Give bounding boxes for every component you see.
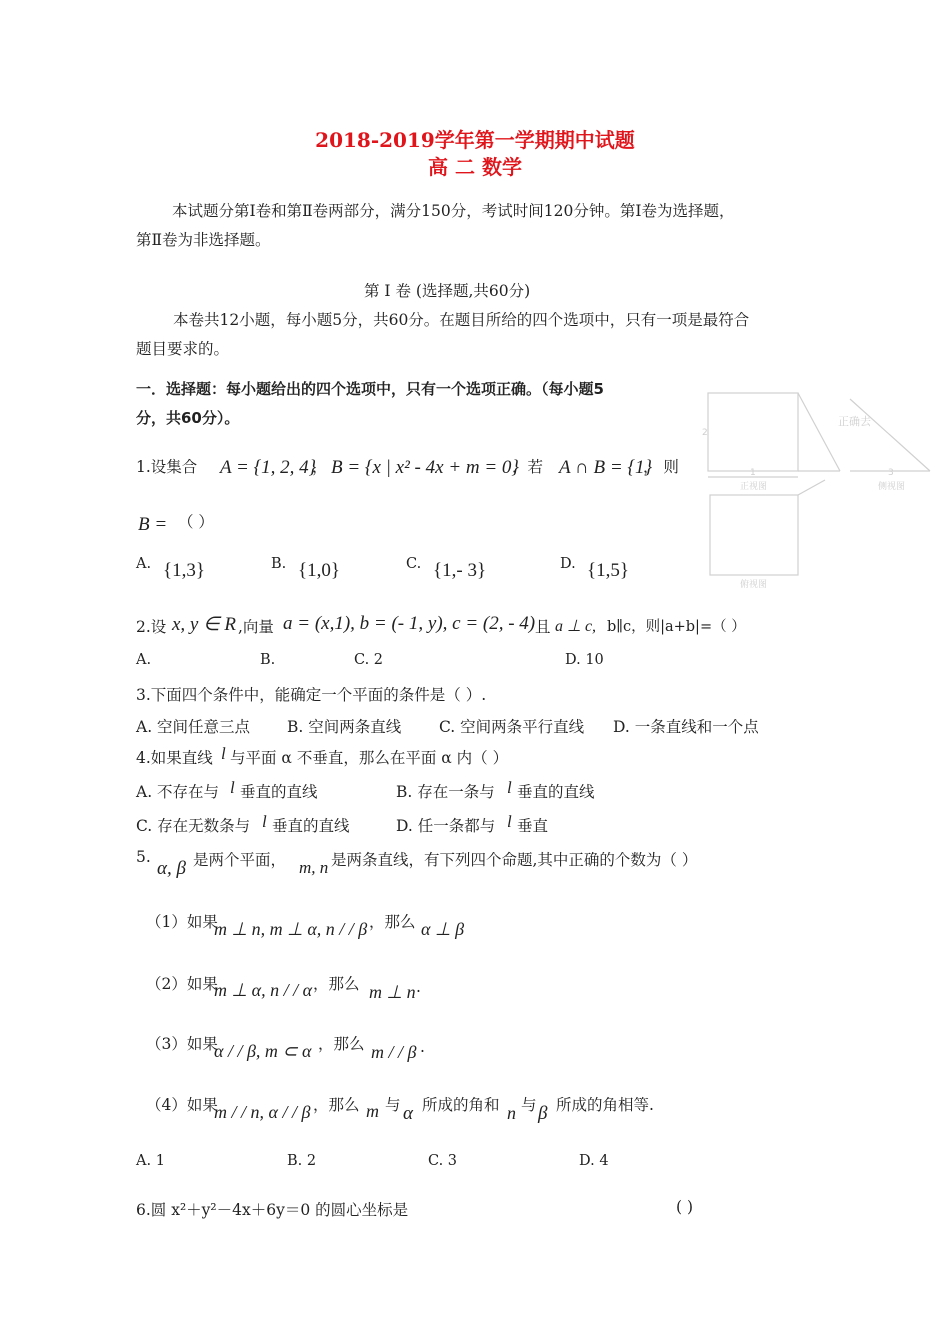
q4-option-c-a: C. 存在无数条与	[136, 817, 251, 835]
q6-text: 6.圆 x²＋y²－4x＋6y＝0 的圆心坐标是	[136, 1201, 409, 1219]
q1-option-a-label: A.	[136, 556, 152, 572]
section1-heading-line-1: 一．选择题：每小题给出的四个选项中，只有一个选项正确。（每小题5	[136, 380, 604, 398]
q5-option-b: B. 2	[287, 1153, 317, 1169]
q3-option-a: A. 空间任意三点	[136, 718, 251, 736]
q3-option-d: D. 一条直线和一个点	[613, 718, 759, 736]
front-view-slant	[798, 393, 840, 471]
q5-item-4-yu1: 与	[385, 1096, 401, 1114]
q3-text: 3.下面四个条件中，能确定一个平面的条件是（ ）.	[136, 686, 487, 704]
q2-xy: x, y ∈ R	[172, 614, 237, 635]
q2-prefix: 2.设	[136, 618, 167, 636]
part1-desc-line-2: 题目要求的。	[136, 340, 230, 358]
q5-option-a: A. 1	[136, 1153, 165, 1169]
q1-option-b-value: {1,0}	[298, 560, 340, 581]
q4-option-d-b: 垂直	[517, 817, 549, 835]
figure-label-front: 正视图	[740, 482, 768, 492]
q1-ask: B =	[138, 514, 168, 535]
intro-line-1: 本试题分第Ⅰ卷和第Ⅱ卷两部分，满分150分，考试时间120分钟。第Ⅰ卷为选择题，	[172, 202, 735, 220]
q5-option-c: C. 3	[428, 1153, 458, 1169]
q4-text-b: 与平面 α 不垂直，那么在平面 α 内（ ）	[230, 749, 509, 767]
q4-option-b-b: 垂直的直线	[517, 783, 595, 801]
q1-option-c-label: C.	[406, 556, 422, 572]
q5-text-planes: 是两个平面，	[193, 851, 287, 869]
q5-item-4-text2: 所成的角相等.	[556, 1096, 654, 1114]
q2-text-parallel: b∥c，则|a+b|=（ ）	[607, 619, 746, 635]
q2-perp: a ⊥ c,	[555, 618, 597, 635]
q1-set-b: B = {x | x² - 4x + m = 0}	[331, 457, 520, 478]
part1-desc-line-1: 本卷共12小题，每小题5分，共60分。在题目所给的四个选项中，只有一项是最符合	[173, 311, 750, 329]
three-view-figure	[690, 385, 940, 590]
q2-option-d: D. 10	[565, 652, 604, 668]
q3-option-c: C. 空间两条平行直线	[439, 718, 585, 736]
q2-text-qie: 且	[535, 618, 551, 636]
q4-option-d-l: l	[507, 812, 512, 831]
part1-heading: 第 Ⅰ 卷 (选择题,共60分)	[364, 282, 531, 300]
intro-line-2: 第Ⅱ卷为非选择题。	[136, 231, 271, 249]
q4-option-a-l: l	[230, 778, 235, 797]
q5-item-2-cond: m ⊥ α, n / / α	[214, 980, 313, 1000]
q5-m-n: m, n	[299, 858, 329, 877]
q5-item-3-end: .	[420, 1038, 425, 1056]
q5-item-3-cond: α / / β, m ⊂ α	[214, 1041, 312, 1061]
q5-item-3-result: m / / β	[371, 1042, 417, 1062]
q2-vectors: a = (x,1), b = (- 1, y), c = (2, - 4)	[283, 613, 536, 634]
figure-label-side: 侧视图	[878, 482, 906, 492]
q1-ruo: ．若	[512, 458, 544, 476]
q4-option-b-a: B. 存在一条与	[396, 783, 495, 801]
q5-item-2-then: ，那么	[313, 975, 360, 993]
q2-text-vec: ,向量	[238, 618, 274, 636]
q6-answer-paren: ( )	[676, 1198, 694, 1216]
q4-option-c-b: 垂直的直线	[272, 817, 350, 835]
q5-item-4-m: m	[366, 1101, 379, 1121]
q1-comma: ，	[312, 458, 328, 476]
q4-option-b-l: l	[507, 778, 512, 797]
front-view-outline	[708, 393, 798, 471]
q1-option-b-label: B.	[271, 556, 287, 572]
q1-prefix: 1.设集合	[136, 458, 198, 476]
q5-item-4-n: n	[507, 1103, 516, 1123]
q5-option-d: D. 4	[579, 1153, 609, 1169]
side-view-slant	[850, 399, 930, 471]
q4-option-a-b: 垂直的直线	[240, 783, 318, 801]
figure-dim-2: 2	[702, 428, 708, 438]
q2-option-c: C. 2	[354, 652, 384, 668]
q5-item-3-then: ，那么	[318, 1035, 365, 1053]
q5-item-4-yu2: 与	[521, 1096, 537, 1114]
q5-item-1-then: ，那么	[369, 913, 416, 931]
q5-num: 5.	[136, 848, 151, 866]
q5-item-2-end: .	[416, 978, 421, 996]
q5-item-4-alpha: α	[403, 1103, 413, 1124]
q1-option-c-value: {1,- 3}	[433, 560, 487, 581]
q5-text-lines: 是两条直线，有下列四个命题,其中正确的个数为（ ）	[331, 851, 698, 869]
q1-condition: A ∩ B = {1}	[559, 457, 653, 478]
q5-item-3-label: （3）如果	[146, 1035, 218, 1053]
top-view-edge	[798, 480, 825, 495]
figure-tag: 正确去	[838, 415, 871, 428]
q1-option-d-label: D.	[560, 556, 576, 572]
q5-item-4-cond: m / / n, α / / β	[214, 1102, 311, 1122]
q5-item-2-result: m ⊥ n	[369, 982, 416, 1002]
q1-option-a-value: {1,3}	[163, 560, 205, 581]
q5-item-4-then: ，那么	[313, 1096, 360, 1114]
document-title: 2018-2019学年第一学期期中试题	[315, 128, 635, 152]
figure-dim-3: 3	[888, 468, 894, 478]
q5-item-2-label: （2）如果	[146, 975, 218, 993]
q5-item-4-text1: 所成的角和	[422, 1096, 500, 1114]
q5-item-4-beta: β	[538, 1103, 548, 1124]
section1-heading-line-2: 分，共60分）。	[136, 409, 240, 427]
q3-option-b: B. 空间两条直线	[287, 718, 402, 736]
q5-item-4-label: （4）如果	[146, 1096, 218, 1114]
q2-option-a: A.	[136, 652, 152, 668]
q5-alpha-beta: α, β	[157, 858, 186, 879]
q4-option-c-l: l	[262, 812, 267, 831]
q2-option-b: B.	[260, 652, 276, 668]
q1-answer-paren: （ ）	[178, 513, 214, 531]
q5-item-1-result: α ⊥ β	[421, 919, 465, 939]
q4-l: l	[221, 744, 226, 763]
q1-option-d-value: {1,5}	[587, 560, 629, 581]
figure-dim-1: 1	[750, 468, 756, 478]
top-view-outline	[710, 495, 798, 575]
q4-text-a: 4.如果直线	[136, 749, 213, 767]
q4-option-a-a: A. 不存在与	[136, 783, 220, 801]
q5-item-1-label: （1）如果	[146, 913, 218, 931]
document-subtitle: 高 二 数学	[428, 155, 522, 179]
figure-label-top: 俯视图	[740, 580, 768, 590]
q4-option-d-a: D. 任一条都与	[396, 817, 496, 835]
q5-item-1-cond: m ⊥ n, m ⊥ α, n / / β	[214, 919, 368, 939]
q1-set-a: A = {1, 2, 4}	[220, 457, 317, 478]
q1-ze: ， 则	[643, 458, 679, 476]
